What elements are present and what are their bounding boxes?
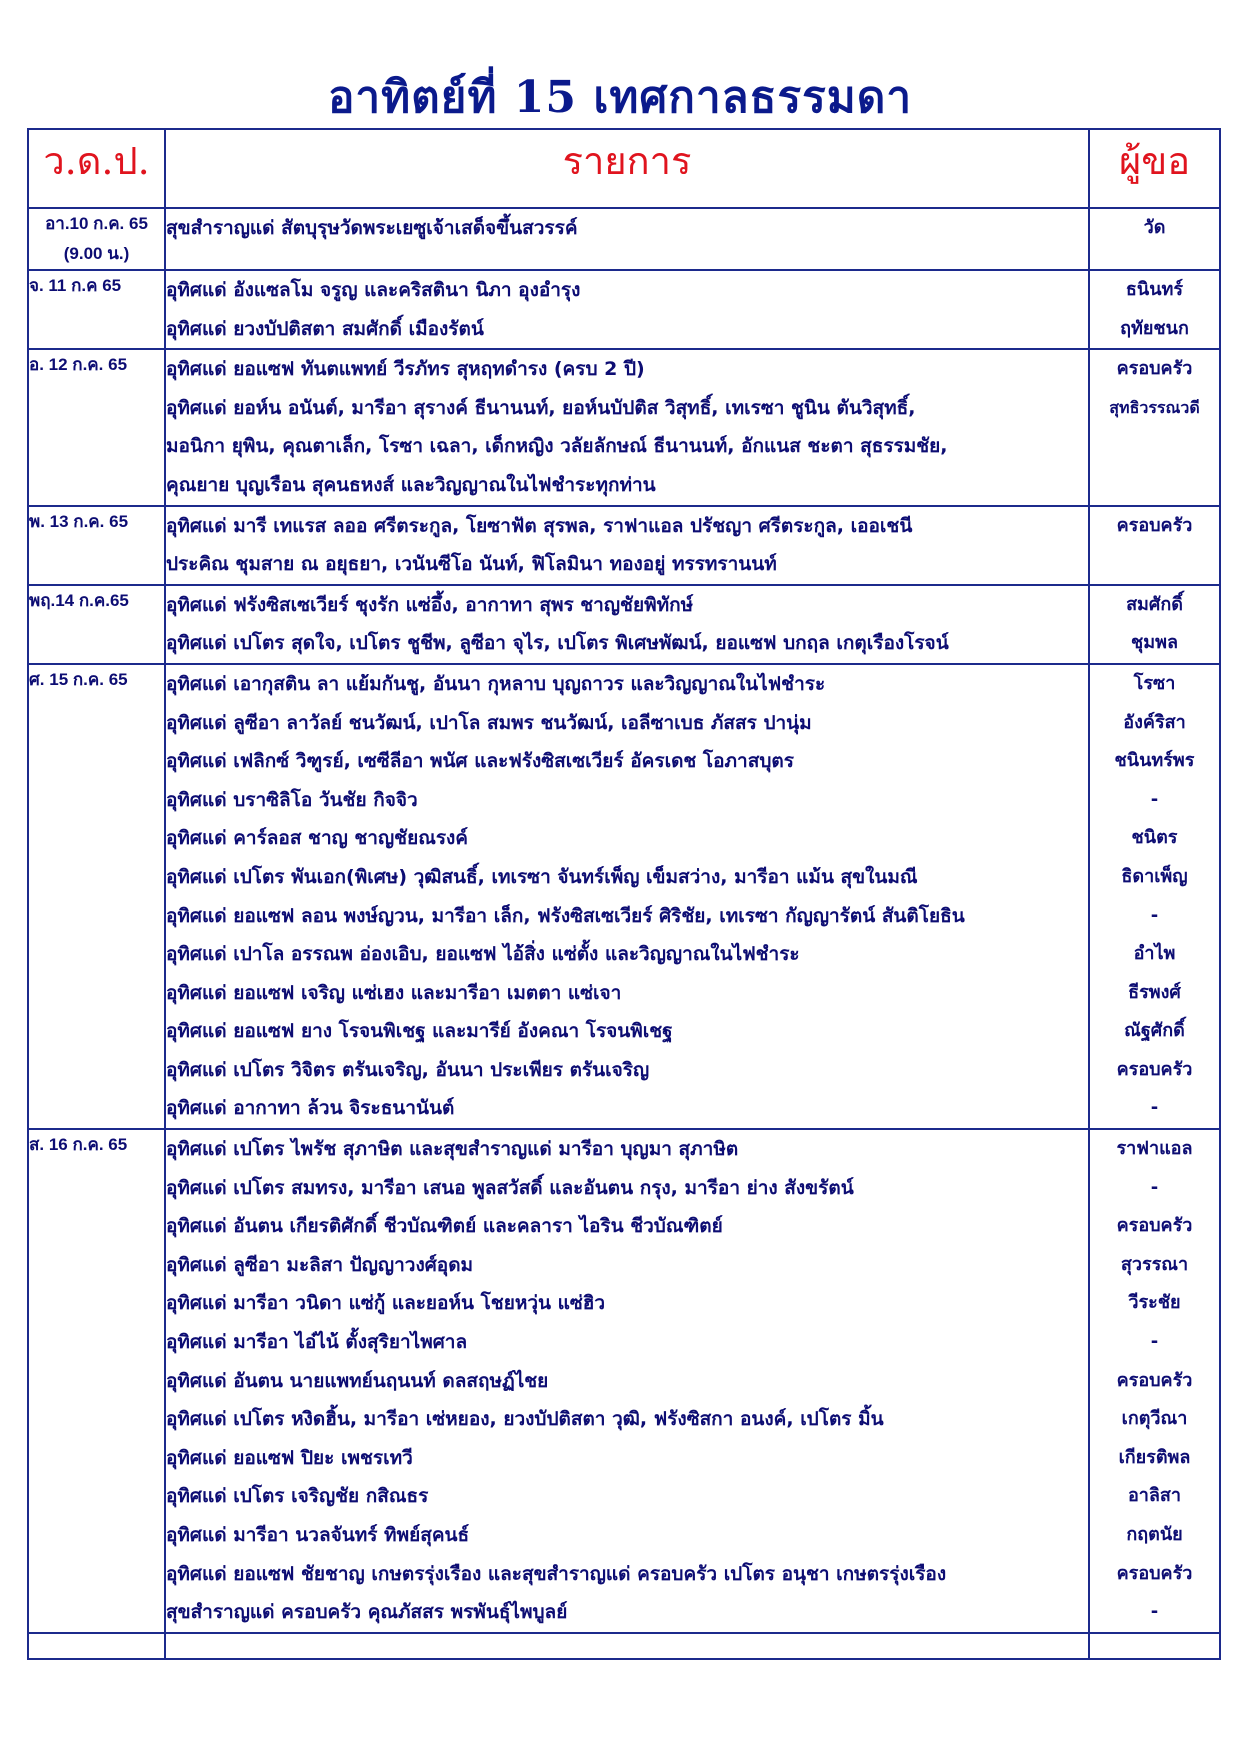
intention-line: คุณยาย บุญเรือน สุคนธหงส์ และวิญญาณในไฟชำระทุกท่าน [166, 473, 656, 496]
intention-line: สุขสำราญแด่ สัตบุรุษวัดพระเยซูเจ้าเสด็จขึ้นสวรรค์ [166, 217, 578, 239]
intention-line: อุทิศแด่ ลูซีอา ลาวัลย์ ชนวัฒน์, เปาโล สมพร ชนวัฒน์, เอลีซาเบธ ภัสสร ปานุ่ม [166, 711, 812, 734]
intention-line: อุทิศแด่ อากาทา ล้วน จิระธนานันต์ [166, 1097, 455, 1120]
intention-line: อุทิศแด่ มารีอา ไอ๋ไน้ ตั้งสุริยาไพศาล [166, 1331, 468, 1354]
requester-name: - [1150, 904, 1159, 926]
requester-name: เกียรติพล [1118, 1446, 1191, 1468]
date-cell [28, 585, 165, 664]
empty-cell [1089, 1633, 1220, 1659]
items-cell [165, 585, 1089, 664]
table-body [28, 208, 1220, 1659]
items-cell [165, 1129, 1089, 1633]
requester-name: - [1150, 1176, 1159, 1198]
intention-line: อุทิศแด่ เฟลิกซ์ วิฑูรย์, เซซีลีอา พนัศ และฟรังซิสเซเวียร์ อัครเดช โอภาสบุตร [166, 750, 794, 773]
table-row [28, 506, 1220, 585]
intention-line: อุทิศแด่ ยอห์น อนันต์, มารีอา สุรางค์ ธีนานนท์, ยอห์นบัปติส วิสุทธิ์, เทเรซา ชูนิน ตันวิสุทธิ์, [166, 396, 916, 419]
table-row-cutoff [28, 1633, 1220, 1659]
intention-line: อุทิศแด่ ยอแซฟ เจริญ แซ่เฮง และมารีอา เมตตา แซ่เจา [166, 981, 622, 1004]
requester-name: - [1150, 1097, 1159, 1119]
page-title: อาทิตย์ที่ 15 เทศกาลธรรมดา [327, 72, 913, 123]
date-text: จ. 11 ก.ค 65 [29, 276, 122, 295]
items-column-header: รายการ [165, 129, 1089, 208]
intention-line: อุทิศแด่ อันตน นายแพทย์นฤนนท์ ดลสฤษฏ์ไชย [166, 1369, 549, 1392]
empty-cell [28, 1633, 165, 1659]
requester-cell [1089, 208, 1220, 270]
requester-name: ครอบครัว [1116, 1058, 1193, 1080]
intention-line: อุทิศแด่ ยอแซฟ ลอน พงษ์ญวน, มารีอา เล็ก, ฟรังซิสเซเวียร์ ศิริชัย, เทเรซา กัญญารัตน์ สันติโยธิน [166, 904, 965, 927]
requester-name: ฤทัยชนก [1120, 317, 1189, 339]
intention-line: อุทิศแด่ ลูซีอา มะลิสา ปัญญาวงศ์อุดม [166, 1253, 474, 1276]
table-header-row [28, 129, 1220, 208]
requester-name: - [1150, 1331, 1159, 1353]
requester-name: กฤตนัย [1126, 1524, 1183, 1545]
intention-line: อุทิศแด่ อังแซลโม จรูญ และคริสตินา นิภา อุงอำรุง [166, 279, 581, 301]
intention-line: อุทิศแด่ คาร์ลอส ชาญ ชาญชัยณรงค์ [166, 827, 469, 850]
table-row [28, 349, 1220, 505]
intention-line: อุทิศแด่ ยอแซฟ ยาง โรจนพิเชฐ และมารีย์ อังคณา โรจนพิเชฐ [166, 1020, 673, 1043]
date-cell [28, 1129, 165, 1633]
date-cell [28, 349, 165, 505]
table-row [28, 270, 1220, 349]
intention-line: อุทิศแด่ เปโตร หงิดฮิ้น, มารีอา เซ่หยอง, ยวงบัปติสตา วุฒิ, ฟรังซิสกา อนงค์, เปโตร มิ้น [166, 1408, 884, 1431]
requester-cell [1089, 664, 1220, 1129]
requester-column-header: ผู้ขอ [1089, 129, 1220, 208]
intention-line: อุทิศแด่ มารีอา นวลจันทร์ ทิพย์สุคนธ์ [166, 1524, 470, 1546]
intention-line: อุทิศแด่ มารีอา วนิดา แซ่กู้ และยอห์น โชยหวุ่น แซ่ฮิว [166, 1292, 606, 1315]
items-cell [165, 208, 1089, 270]
intention-line: อุทิศแด่ เปโตร เจริญชัย กสิณธร [166, 1485, 429, 1508]
date-cell [28, 664, 165, 1129]
requester-name: ชนินทร์พร [1114, 750, 1195, 772]
requester-cell [1089, 349, 1220, 505]
requester-cell [1089, 506, 1220, 585]
intention-line: อุทิศแด่ ฟรังซิสเซเวียร์ ชุงรัก แซ่อึ้ง, อากาทา สุพร ชาญชัยพิทักษ์ [166, 593, 694, 616]
date-text: ศ. 15 ก.ค. 65 [29, 669, 128, 689]
intention-line: อุทิศแด่ บราซิลิโอ วันชัย กิจจิว [166, 788, 418, 811]
date-text: (9.00 น.) [63, 244, 130, 263]
requester-name: โรซา [1133, 672, 1176, 694]
requester-name: ณัฐศักดิ์ [1124, 1020, 1185, 1042]
intention-line: อุทิศแด่ เปโตร พันเอก(พิเศษ) วุฒิสนธิ์, เทเรซา จันทร์เพ็ญ เข็มสว่าง, มารีอา แม้น สุขในมณี [166, 865, 918, 888]
requester-name: สุวรรณา [1120, 1253, 1189, 1275]
requester-name: อังค์ริสา [1123, 711, 1186, 733]
requester-name: ครอบครัว [1116, 358, 1193, 380]
intention-line: อุทิศแด่ เปโตร สมทรง, มารีอา เสนอ พูลสวัสดิ์ และอันตน กรุง, มารีอา ย่าง สังขรัตน์ [166, 1176, 854, 1199]
table-row [28, 664, 1220, 1129]
requester-cell [1089, 1129, 1220, 1633]
requester-name: - [1150, 1601, 1159, 1623]
requester-name: ชุมพล [1131, 632, 1178, 654]
requester-name: ธีรพงศ์ [1128, 981, 1181, 1003]
table-row [28, 585, 1220, 664]
intention-line: สุขสำราญแด่ ครอบครัว คุณภัสสร พรพันธุ์ไพบูลย์ [166, 1601, 568, 1624]
intention-line: มอนิกา ยุพิน, คุณตาเล็ก, โรซา เฉลา, เด็กหญิง วลัยลักษณ์ ธีนานนท์, อักแนส ชะตา สุธรรมชัย, [166, 435, 948, 458]
date-text: อ. 12 ก.ค. 65 [29, 355, 128, 375]
intention-line: อุทิศแด่ มารี เทแรส ลออ ศรีตระกูล, โยซาฟัต สุรพล, ราฟาแอล ปรัชญา ศรีตระกูล, เออเชนี [166, 514, 913, 537]
requester-name: ธิดาเพ็ญ [1121, 865, 1188, 887]
items-cell [165, 664, 1089, 1129]
requester-name: ครอบครัว [1116, 1562, 1193, 1584]
requester-name: ชนิตร [1131, 827, 1178, 849]
requester-name: เกตุวีณา [1121, 1408, 1188, 1430]
requester-name: ครอบครัว [1116, 514, 1193, 536]
items-cell [165, 270, 1089, 349]
requester-name: ธนินทร์ [1125, 279, 1184, 300]
requester-name: สมศักดิ์ [1126, 593, 1183, 615]
requester-name: ราฟาแอล [1116, 1138, 1193, 1160]
intention-line: อุทิศแด่ ยอแซฟ ชัยชาญ เกษตรรุ่งเรือง และสุขสำราญแด่ ครอบครัว เปโตร อนุชา เกษตรรุ่งเรือง [166, 1562, 947, 1585]
mass-intention-table [27, 128, 1221, 1660]
items-cell [165, 349, 1089, 505]
requester-cell [1089, 585, 1220, 664]
date-text: อา.10 ก.ค. 65 [45, 214, 148, 233]
date-text: พฤ.14 ก.ค.65 [29, 590, 129, 610]
requester-name: ครอบครัว [1116, 1369, 1193, 1391]
requester-name: อำไพ [1133, 943, 1176, 965]
empty-cell [165, 1633, 1089, 1659]
date-cell [28, 270, 165, 349]
intention-line: อุทิศแด่ อันตน เกียรติศักดิ์ ชีวบัณฑิตย์ และคลารา ไอริน ชีวบัณฑิตย์ [166, 1215, 723, 1238]
requester-name: วีระชัย [1128, 1292, 1181, 1314]
requester-name: อาลิสา [1127, 1485, 1182, 1507]
intention-line: อุทิศแด่ เอากุสติน ลา แย้มกันชู, อันนา กุหลาบ บุญถาวร และวิญญาณในไฟชำระ [166, 672, 826, 695]
intention-line: อุทิศแด่ ยวงบัปติสตา สมศักดิ์ เมืองรัตน์ [166, 317, 484, 340]
requester-cell [1089, 270, 1220, 349]
intention-line: อุทิศแด่ เปโตร วิจิตร ตรันเจริญ, อันนา ประเพียร ตรันเจริญ [166, 1058, 650, 1081]
date-cell [28, 208, 165, 270]
intention-line: อุทิศแด่ เปาโล อรรณพ อ่องเอิบ, ยอแซฟ ไอ้สิ่ง แซ่ตั้ง และวิญญาณในไฟชำระ [166, 943, 800, 966]
intention-line: อุทิศแด่ ยอแซฟ ปิยะ เพชรเทวี [166, 1446, 413, 1469]
date-cell [28, 506, 165, 585]
requester-name: สุทธิวรรณวดี [1109, 397, 1200, 417]
intention-line: อุทิศแด่ ยอแซฟ ทันตแพทย์ วีรภัทร สุหฤทดำรง (ครบ 2 ปี) [166, 358, 645, 381]
requester-name: วัด [1143, 217, 1166, 238]
table-row [28, 1129, 1220, 1633]
date-column-header: ว.ด.ป. [28, 129, 165, 208]
intention-line: อุทิศแด่ เปโตร ไพรัช สุภาษิต และสุขสำราญแด่ มารีอา บุญมา สุภาษิต [166, 1138, 739, 1161]
items-cell [165, 506, 1089, 585]
date-text: พ. 13 ก.ค. 65 [29, 511, 129, 531]
table-row [28, 208, 1220, 270]
requester-name: - [1150, 788, 1159, 810]
intention-line: ประคิณ ชุมสาย ณ อยุธยา, เวนันซีโอ นันท์, ฟิโลมินา ทองอยู่ ทรรทรานนท์ [166, 553, 777, 576]
date-text: ส. 16 ก.ค. 65 [29, 1135, 128, 1155]
requester-name: ครอบครัว [1116, 1215, 1193, 1237]
intention-line: อุทิศแด่ เปโตร สุดใจ, เปโตร ชูชีพ, ลูซีอา จุไร, เปโตร พิเศษพัฒน์, ยอแซฟ บกฤล เกตุเรืองโรจน์ [166, 632, 949, 655]
